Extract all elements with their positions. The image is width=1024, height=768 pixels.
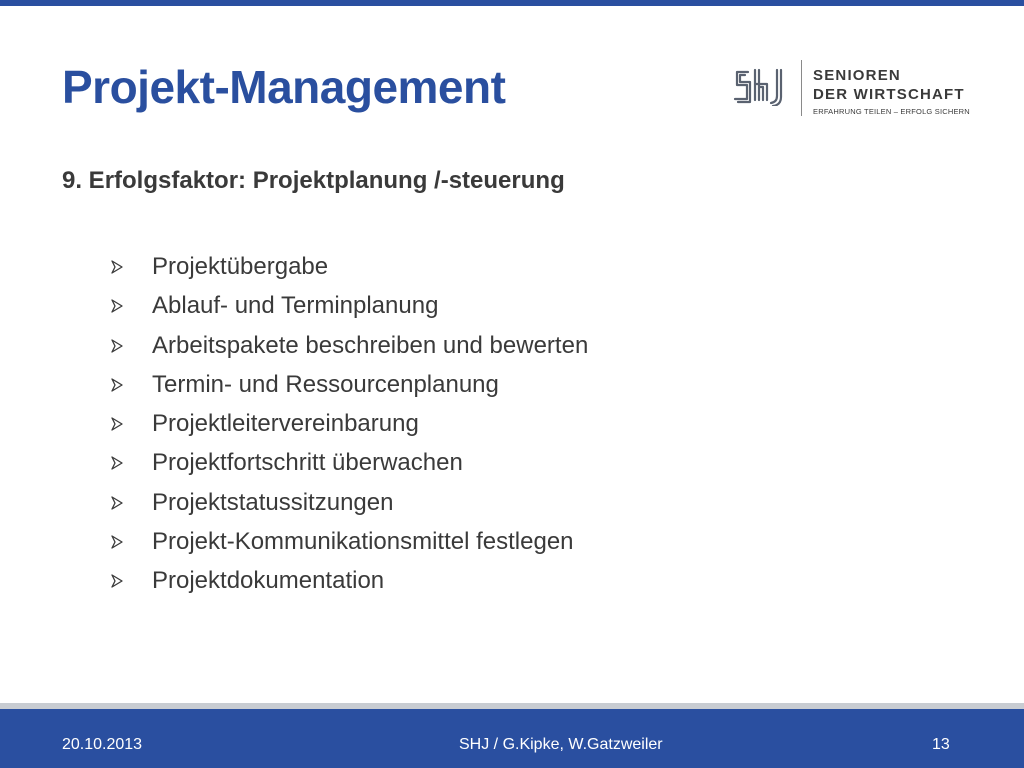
bullet-item xyxy=(110,286,588,325)
page-number: 13 xyxy=(932,736,950,753)
arrow-bullet-icon xyxy=(110,260,124,274)
arrow-bullet-icon xyxy=(110,456,124,470)
bullet-item xyxy=(110,561,588,600)
shj-logo-mark xyxy=(733,66,791,106)
bullet-item xyxy=(110,326,588,365)
slide-title: Projekt-Management xyxy=(62,61,506,113)
bullet-text: Projektstatussitzungen xyxy=(152,488,394,516)
arrow-bullet-icon xyxy=(110,535,124,549)
footer-author: SHJ / G.Kipke, W.Gatzweiler xyxy=(459,736,663,753)
bullet-text: Ablauf- und Terminplanung xyxy=(152,292,439,320)
bullet-item xyxy=(110,483,588,522)
footer-band xyxy=(0,709,1024,768)
arrow-bullet-icon xyxy=(110,417,124,431)
logo-divider xyxy=(801,60,802,116)
arrow-bullet-icon xyxy=(110,299,124,313)
bullet-text: Projektübergabe xyxy=(152,253,329,280)
bullet-item xyxy=(110,443,588,482)
bullet-item xyxy=(110,404,588,443)
logo-tagline: ERFAHRUNG TEILEN – ERFOLG SICHERN xyxy=(813,107,970,116)
bullet-text: Projekt-Kommunikationsmittel festlegen xyxy=(152,528,574,556)
bullet-item xyxy=(110,247,588,286)
top-accent-bar xyxy=(0,0,1024,6)
bullet-text: Projektfortschritt überwachen xyxy=(152,449,463,477)
bullet-list xyxy=(110,247,588,601)
logo-line-senioren: SENIOREN xyxy=(813,67,901,84)
bullet-text: Termin- und Ressourcenplanung xyxy=(152,370,499,398)
logo-line-der-wirtschaft: DER WIRTSCHAFT xyxy=(813,86,965,103)
bullet-text: Arbeitspakete beschreiben und bewerten xyxy=(152,331,589,359)
bullet-item xyxy=(110,522,588,561)
bullet-text: Projektleitervereinbarung xyxy=(152,410,419,438)
logo-text xyxy=(813,66,983,116)
bullet-item xyxy=(110,365,588,404)
shj-logo xyxy=(733,60,983,120)
footer-date: 20.10.2013 xyxy=(62,736,143,753)
slide-subtitle: 9. Erfolgsfaktor: Projektplanung /-steuerung xyxy=(62,167,565,194)
arrow-bullet-icon xyxy=(110,339,124,353)
arrow-bullet-icon xyxy=(110,574,124,588)
arrow-bullet-icon xyxy=(110,496,124,510)
arrow-bullet-icon xyxy=(110,378,124,392)
bullet-text: Projektdokumentation xyxy=(152,567,385,595)
